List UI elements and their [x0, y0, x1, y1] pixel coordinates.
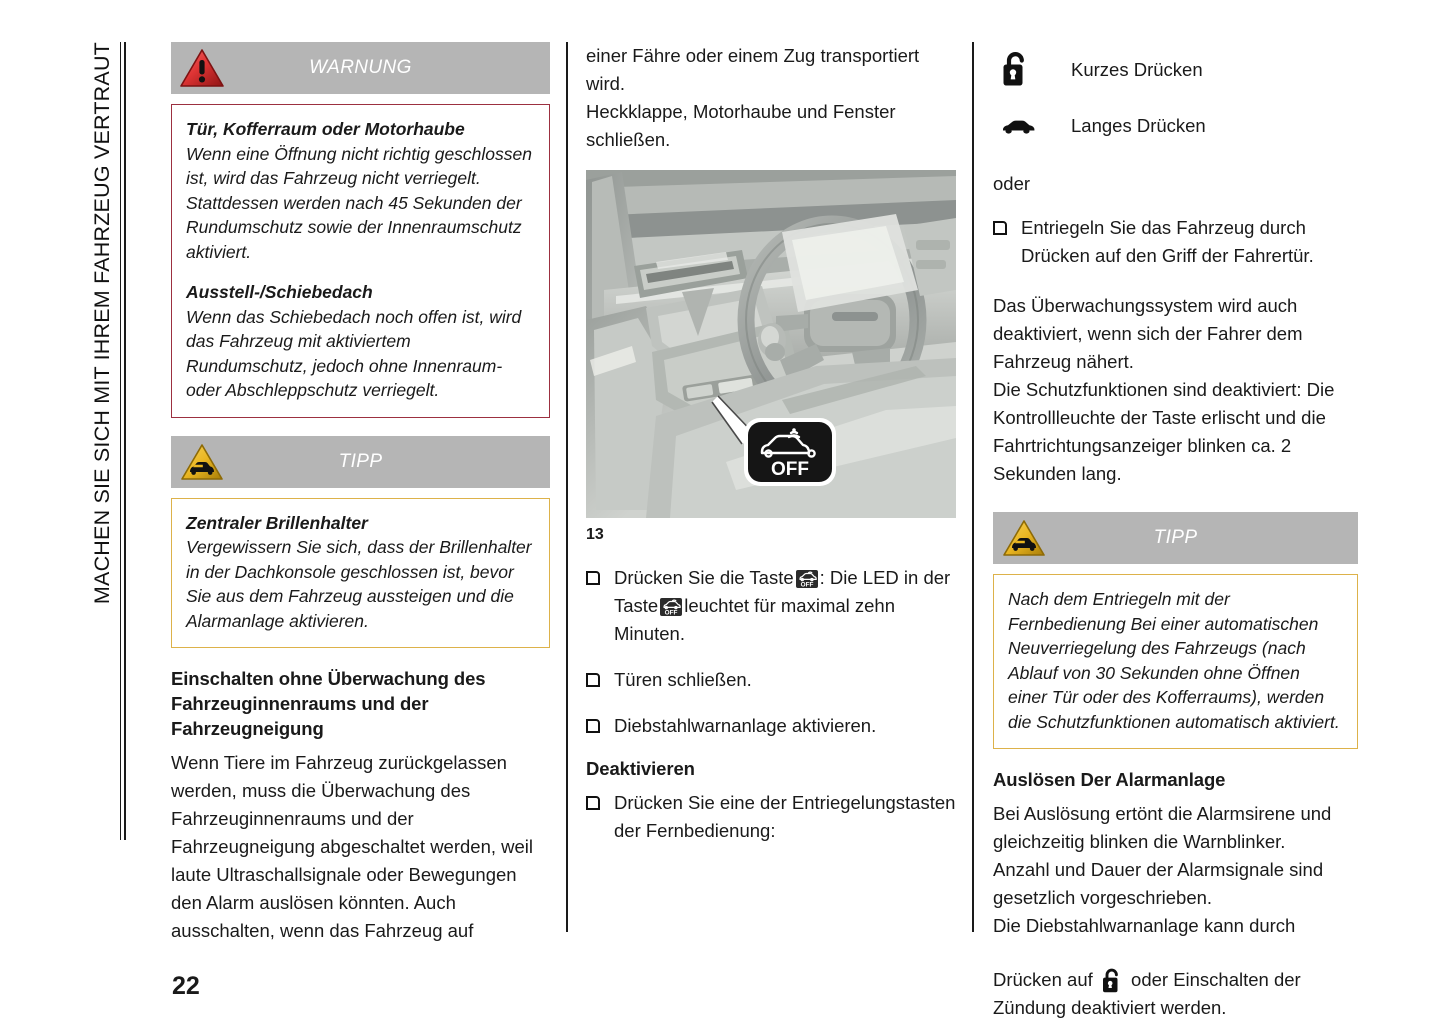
- square-bullet-icon: [586, 719, 600, 733]
- legend-row-short-press: [993, 42, 1358, 98]
- warning-triangle-icon: [179, 47, 225, 89]
- right-paragraph-2: Die Schutzfunktionen sind deaktiviert: Die Kontrollleuchte der Taste erlischt und die Fahrtrichtungsanzeiger blinken ca. 2 Sekunden lang.: [993, 379, 1335, 484]
- alarm-off-button-icon: [660, 598, 682, 616]
- svg-text:OFF: OFF: [800, 581, 814, 588]
- column-divider-right: [972, 42, 974, 932]
- list-item: [586, 789, 956, 845]
- step-1-part-b: : Die LED in: [819, 567, 919, 588]
- running-head-rule-inner: [120, 42, 121, 840]
- warning-block-2-text: Wenn das Schiebedach noch offen ist, wird das Fahrzeug mit aktiviertem Rundumschutz, jedoch ohne Innenraum- oder Abschleppschutz verriegelt.: [186, 306, 522, 400]
- right-section-heading: Auslösen Der Alarmanlage: [993, 769, 1226, 790]
- list-item: [586, 712, 956, 740]
- legend-row-long-press: [993, 98, 1358, 154]
- running-head-rule-outer: [124, 42, 126, 840]
- list-item: [586, 666, 956, 694]
- right-tip-callout-bar: [993, 512, 1358, 564]
- warning-callout-bar: [171, 42, 550, 94]
- alarm-off-button-icon: [796, 570, 818, 588]
- warning-block-1-lead: Tür, Kofferraum oder Motorhaube: [186, 119, 465, 139]
- warning-callout-box: [171, 104, 550, 418]
- or-label: oder: [993, 173, 1031, 194]
- right-paragraph-1: Das Überwachungssystem wird auch deaktiviert, wenn sich der Fahrer dem Fahrzeug nähert.: [993, 295, 1303, 372]
- step-2-text: Türen schließen.: [614, 669, 752, 690]
- right-paragraph-3: Bei Auslösung ertönt die Alarmsirene und gleichzeitig blinken die Warnblinker.: [993, 803, 1332, 852]
- svg-text:OFF: OFF: [664, 609, 678, 616]
- step-1-part-e: Minuten.: [614, 623, 685, 644]
- list-item: [993, 214, 1358, 270]
- tip-car-triangle-icon: [179, 441, 225, 483]
- car-dashboard-photo: [586, 170, 956, 518]
- legend-label-long-press: Langes Drücken: [1071, 115, 1206, 136]
- step-1-part-a: Drücken Sie die Taste: [614, 567, 794, 588]
- page-number: 22: [172, 972, 200, 1000]
- square-bullet-icon: [586, 796, 600, 810]
- car-interior-sensor-off-icon: [744, 418, 836, 486]
- right-paragraph-5: Die Diebstahlwarnanlage kann durch: [993, 915, 1296, 936]
- deactivate-step-text: Drücken Sie eine der Entriegelungstasten der Fernbedienung:: [614, 792, 956, 841]
- tip-callout-box: [171, 498, 550, 649]
- legend-label-short-press: Kurzes Drücken: [1071, 59, 1203, 80]
- tip-callout-bar: [171, 436, 550, 488]
- right-tip-text: Nach dem Entriegeln mit der Fernbedienung Bei einer automatischen Neuverriegelung des Fahrzeugs (nach Ablauf von 30 Sekunden ohne Öffnen einer Tür oder des Kofferraums), werden die Schutzfunktionen automatisch aktiviert.: [1008, 589, 1340, 732]
- mid-intro-1: einer Fähre oder einem Zug transportiert wird.: [586, 45, 920, 94]
- middle-column: [586, 42, 956, 845]
- right-paragraph-6: [993, 966, 1358, 1022]
- running-head-tab: [86, 42, 126, 840]
- figure-caption: 13: [586, 526, 604, 543]
- middle-step-list: [586, 564, 956, 740]
- unlock-padlock-icon: [1101, 967, 1123, 993]
- deactivate-step-list: [586, 789, 956, 845]
- left-section-body: Wenn Tiere im Fahrzeug zurückgelassen werden, muss die Überwachung des Fahrzeuginnenraums und der Fahrzeugneigung abgeschaltet werden, weil laute Ultraschallsignale oder Bewegungen den Alarm auslösen könnten. Auch ausschalten, wenn das Fahrzeug auf: [171, 752, 534, 941]
- square-bullet-icon: [586, 571, 600, 585]
- square-bullet-icon: [993, 221, 1007, 235]
- list-item: [586, 564, 956, 648]
- right-paragraph-6-part-b: oder Einschalten der Zündung deaktiviert werden.: [993, 969, 1301, 1018]
- warning-callout-label: WARNUNG: [309, 57, 412, 78]
- right-column: [993, 42, 1358, 1022]
- right-paragraph-4: Anzahl und Dauer der Alarmsignale sind gesetzlich vorgeschrieben.: [993, 859, 1324, 908]
- tip-car-triangle-icon: [1001, 517, 1047, 559]
- unlock-padlock-icon: [993, 49, 1071, 91]
- tip-block-lead: Zentraler Brillenhalter: [186, 512, 368, 533]
- step-1-part-d: leuchtet für maximal zehn: [684, 595, 896, 616]
- deactivate-heading: Deaktivieren: [586, 758, 695, 779]
- warning-block-2-lead: Ausstell-/Schiebedach: [186, 282, 373, 302]
- right-paragraph-6-part-a: Drücken auf: [993, 969, 1093, 990]
- car-interior-illustration: [586, 170, 956, 518]
- figure-13: [586, 170, 956, 544]
- left-column: [171, 42, 550, 945]
- running-head-text: MACHEN SIE SICH MIT IHREM FAHRZEUG VERTRAUT: [90, 42, 114, 605]
- step-1-part-c: der Taste: [614, 567, 951, 616]
- svg-text:OFF: OFF: [771, 459, 809, 480]
- left-section-heading: Einschalten ohne Überwachung des Fahrzeuginnenraums und der Fahrzeugneigung: [171, 668, 486, 739]
- right-bullet-list: [993, 214, 1358, 270]
- tip-callout-label: TIPP: [338, 450, 383, 472]
- tip-block-text: Vergewissern Sie sich, dass der Brillenhalter in der Dachkonsole geschlossen ist, bevor Sie aus dem Fahrzeug aussteigen und die Alarmanlage aktivieren.: [186, 537, 532, 631]
- mid-intro-2: Heckklappe, Motorhaube und Fenster schließen.: [586, 101, 896, 150]
- right-bullet-text: Entriegeln Sie das Fahrzeug durch Drücken auf den Griff der Fahrertür.: [1021, 217, 1314, 266]
- warning-block-1-text: Wenn eine Öffnung nicht richtig geschlossen ist, wird das Fahrzeug nicht verriegelt. Stattdessen werden nach 45 Sekunden der Rundumschutz sowie der Innenraumschutz aktiviert.: [186, 143, 532, 262]
- right-tip-callout-box: [993, 574, 1358, 749]
- square-bullet-icon: [586, 673, 600, 687]
- car-side-icon: [993, 116, 1071, 136]
- right-tip-callout-label: TIPP: [1153, 527, 1198, 548]
- column-divider-left: [566, 42, 568, 932]
- step-3-text: Diebstahlwarnanlage aktivieren.: [614, 715, 877, 736]
